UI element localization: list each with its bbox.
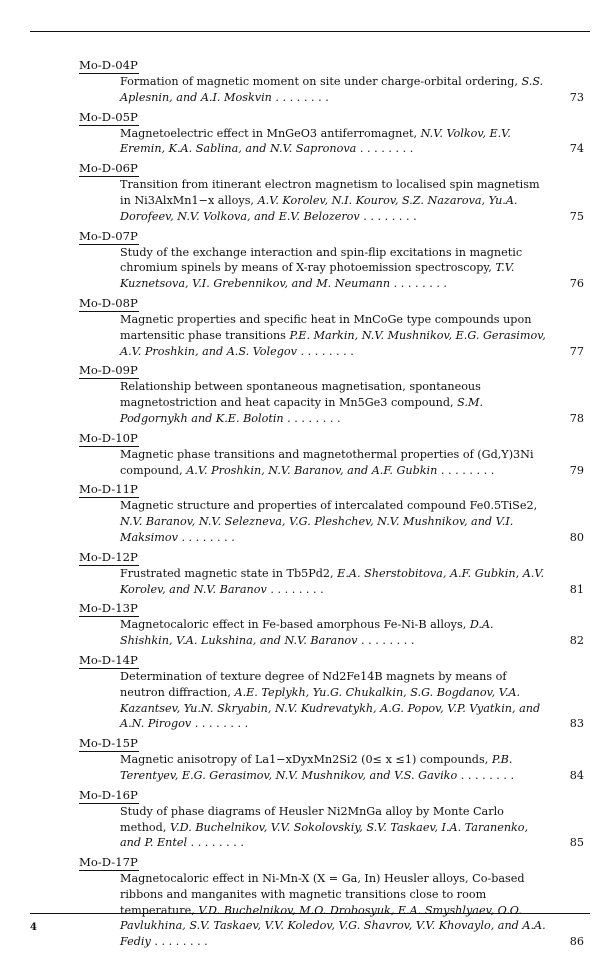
entry-authors: D.A. Shishkin, V.A. Lukshina, and N.V. Baranov bbox=[120, 618, 494, 648]
entry-authors: A.E. Teplykh, Yu.G. Chukalkin, S.G. Bogdanov, V.A. Kazantsev, Yu.N. Skryabin, N.V. Kudrevatykh, A.G. Popov, V.P. Vyatkin, and A.N. Pirogov bbox=[120, 685, 541, 731]
dot-leader: . . . . . . . . bbox=[356, 142, 414, 156]
entry-authors: S.M. Podgornykh and K.E. Bolotin bbox=[120, 396, 484, 425]
dot-leader: . . . . . . . . bbox=[271, 90, 329, 104]
entry-page-number: 73 bbox=[569, 90, 584, 104]
entry-title: Magnetoelectric effect in MnGeO3 antiferromagnet, bbox=[120, 126, 418, 140]
entry-page-number: 78 bbox=[569, 411, 584, 425]
entry-title: Magnetic phase transitions and magnetothermal properties of (Gd,Y)3Ni compound, bbox=[120, 447, 534, 477]
entry-body bbox=[120, 245, 584, 292]
entry-body bbox=[120, 871, 584, 950]
contents-entry bbox=[79, 427, 584, 479]
entry-page-number: 80 bbox=[569, 530, 584, 544]
entry-text bbox=[120, 566, 584, 598]
entry-page-number: 82 bbox=[569, 634, 584, 648]
page-number: 4 bbox=[30, 922, 37, 933]
entry-body bbox=[120, 177, 584, 224]
entry-code: Mo-D-04P bbox=[79, 58, 138, 72]
entry-text bbox=[120, 312, 584, 359]
entry-authors: T.V. Kuznetsova, V.I. Grebennikov, and M. Neumann bbox=[120, 261, 515, 291]
dot-leader: . . . . . . . . bbox=[457, 768, 515, 782]
entry-page-number: 85 bbox=[569, 836, 584, 850]
contents-entry bbox=[79, 292, 584, 359]
entry-page-number: 81 bbox=[569, 582, 584, 596]
entry-body bbox=[120, 617, 584, 649]
contents-list bbox=[79, 54, 584, 950]
dot-leader: . . . . . . . . bbox=[390, 277, 447, 291]
dot-leader: . . . . . . . . bbox=[359, 209, 417, 223]
entry-title: Study of the exchange interaction and spin-flip excitations in magnetic chromium spinels by means of X-ray photoemission spectroscopy, bbox=[120, 245, 523, 275]
dot-leader: . . . . . . . . bbox=[283, 411, 341, 425]
entry-text bbox=[120, 74, 584, 106]
dot-leader: . . . . . . . . bbox=[191, 717, 249, 731]
entry-text bbox=[120, 752, 584, 784]
entry-page-number: 76 bbox=[569, 277, 584, 291]
entry-code: Mo-D-12P bbox=[79, 549, 138, 564]
entry-text bbox=[120, 177, 584, 224]
entry-code: Mo-D-05P bbox=[79, 109, 138, 124]
entry-title: Magnetocaloric effect in Fe-based amorphous Fe-Ni-B alloys, bbox=[120, 618, 467, 632]
entry-authors: V.D. Buchelnikov, V.V. Sokolovskiy, S.V. Taskaev, I.A. Taranenko, and P. Entel bbox=[120, 820, 529, 850]
entry-title: Determination of texture degree of Nd2Fe14B magnets by means of neutron diffraction, bbox=[120, 669, 507, 699]
entry-title: Magnetic structure and properties of intercalated compound Fe0.5TiSe2, bbox=[120, 499, 538, 513]
entry-body bbox=[120, 752, 584, 784]
contents-entry bbox=[79, 732, 584, 784]
entry-page-number: 74 bbox=[569, 142, 584, 156]
entry-body bbox=[120, 126, 584, 158]
entry-code: Mo-D-17P bbox=[79, 855, 138, 870]
entry-body bbox=[120, 804, 584, 851]
dot-leader: . . . . . . . . bbox=[150, 935, 208, 949]
dot-leader: . . . . . . . . bbox=[357, 634, 415, 648]
entry-title: Formation of magnetic moment on site under charge-orbital ordering, bbox=[120, 75, 518, 88]
entry-title: Magnetic anisotropy of La1−xDyxMn2Si2 (0≤ x ≤1) compounds, bbox=[120, 753, 489, 767]
top-rule bbox=[30, 31, 590, 32]
entry-title: Relationship between spontaneous magnetisation, spontaneous magnetostriction and heat capacity in Mn5Ge3 compound, bbox=[120, 380, 481, 410]
contents-entry bbox=[79, 54, 584, 106]
dot-leader: . . . . . . . . bbox=[266, 582, 324, 596]
entry-body bbox=[120, 379, 584, 426]
contents-entry bbox=[79, 359, 584, 426]
entry-code: Mo-D-10P bbox=[79, 430, 138, 445]
entry-text bbox=[120, 617, 584, 649]
entry-body bbox=[120, 566, 584, 598]
entry-code: Mo-D-14P bbox=[79, 652, 138, 667]
entry-authors: A.V. Korolev, N.I. Kourov, S.Z. Nazarova, Yu.A. Dorofeev, N.V. Volkova, and E.V. Belozerov bbox=[120, 193, 518, 223]
entry-page-number: 75 bbox=[569, 209, 584, 223]
contents-entry bbox=[79, 478, 584, 545]
dot-leader: . . . . . . . . bbox=[296, 344, 354, 358]
entry-title: Study of phase diagrams of Heusler Ni2MnGa alloy by Monte Carlo method, bbox=[120, 804, 504, 834]
entry-authors: E.A. Sherstobitova, A.F. Gubkin, A.V. Korolev, and N.V. Baranov bbox=[120, 566, 545, 596]
entry-title: Magnetic properties and specific heat in MnCoGe type compounds upon martensitic phase transitions bbox=[120, 312, 532, 342]
entry-authors: P.E. Markin, N.V. Mushnikov, E.G. Gerasimov, A.V. Proshkin, and A.S. Volegov bbox=[120, 328, 546, 358]
entry-text bbox=[120, 447, 584, 479]
entry-code: Mo-D-15P bbox=[79, 736, 138, 751]
entry-code: Mo-D-11P bbox=[79, 482, 138, 497]
entry-code: Mo-D-06P bbox=[79, 161, 138, 176]
entry-authors: N.V. Volkov, E.V. Eremin, K.A. Sablina, and N.V. Sapronova bbox=[120, 126, 511, 156]
entry-page-number: 77 bbox=[569, 344, 584, 358]
entry-code: Mo-D-16P bbox=[79, 787, 138, 802]
entry-body bbox=[120, 498, 584, 545]
dot-leader: . . . . . . . . bbox=[437, 463, 495, 477]
entry-page-number: 83 bbox=[569, 717, 584, 731]
dot-leader: . . . . . . . . bbox=[177, 530, 235, 544]
entry-code: Mo-D-13P bbox=[79, 601, 138, 616]
entry-code: Mo-D-07P bbox=[79, 228, 138, 243]
entry-body bbox=[120, 447, 584, 479]
contents-entry bbox=[79, 649, 584, 732]
entry-title: Transition from itinerant electron magnetism to localised spin magnetism in Ni3AlxMn1−x alloys, bbox=[120, 178, 540, 207]
contents-entry bbox=[79, 851, 584, 950]
entry-text bbox=[120, 126, 584, 158]
entry-page-number: 84 bbox=[569, 768, 584, 782]
contents-entry bbox=[79, 597, 584, 649]
entry-text bbox=[120, 804, 584, 851]
entry-authors: A.V. Proshkin, N.V. Baranov, and A.F. Gubkin bbox=[186, 463, 438, 477]
entry-page-number: 86 bbox=[569, 935, 584, 949]
entry-text bbox=[120, 245, 584, 292]
contents-entry bbox=[79, 106, 584, 158]
contents-entry bbox=[79, 784, 584, 851]
entry-text bbox=[120, 871, 584, 950]
entry-title: Frustrated magnetic state in Tb5Pd2, bbox=[120, 566, 334, 580]
entry-authors: P.B. Terentyev, E.G. Gerasimov, N.V. Mushnikov, and V.S. Gaviko bbox=[120, 753, 513, 782]
entry-page-number: 79 bbox=[569, 463, 584, 477]
entry-authors: S.S. Aplesnin, and A.I. Moskvin bbox=[120, 75, 544, 104]
entry-code: Mo-D-09P bbox=[79, 363, 138, 378]
entry-authors: V.D. Buchelnikov, M.O. Drobosyuk, E.A. Smyshlyaev, O.O. Pavlukhina, S.V. Taskaev, V.V. Koledov, V.G. Shavrov, V.V. Khovaylo, and A.A. Fediy bbox=[120, 903, 546, 949]
entry-title: Magnetocaloric effect in Ni-Mn-X (X = Ga, In) Heusler alloys, Co-based ribbons and manganites with magnetic transitions close to room temperature, bbox=[120, 872, 525, 917]
entry-authors: N.V. Baranov, N.V. Selezneva, V.G. Pleshchev, N.V. Mushnikov, and V.I. Maksimov bbox=[120, 515, 514, 544]
bottom-rule bbox=[30, 913, 590, 914]
contents-entry bbox=[79, 157, 584, 224]
dot-leader: . . . . . . . . bbox=[187, 836, 244, 850]
entry-body bbox=[120, 74, 584, 106]
contents-entry bbox=[79, 225, 584, 292]
entry-text bbox=[120, 379, 584, 426]
contents-entry bbox=[79, 546, 584, 598]
entry-body bbox=[120, 312, 584, 359]
entry-body bbox=[120, 669, 584, 732]
entry-text bbox=[120, 669, 584, 732]
entry-text bbox=[120, 498, 584, 545]
entry-code: Mo-D-08P bbox=[79, 295, 138, 310]
